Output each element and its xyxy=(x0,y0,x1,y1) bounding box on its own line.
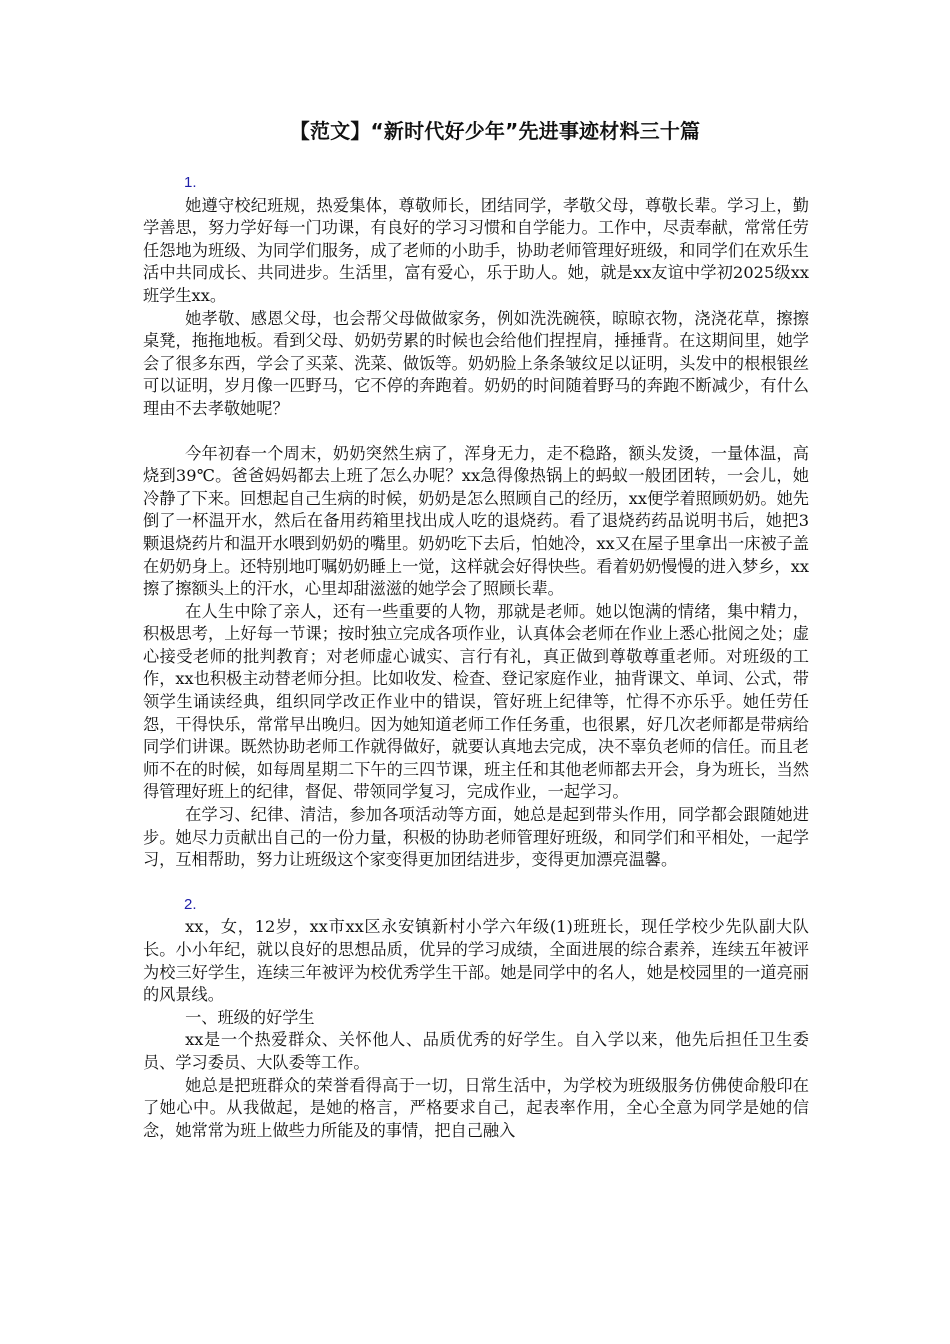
paragraph: xx，女，12岁，xx市xx区永安镇新村小学六年级(1)班班长，现任学校少先队副大队长。小小年纪，就以良好的思想品质，优异的学习成绩，全面进展的综合素养，连续五年被评为校三好学生，连续三年被评为校优秀学生干部。她是同学中的名人，她是校园里的一道亮丽的风景线。 xyxy=(143,917,809,1005)
paragraph: xx是一个热爱群众、关怀他人、品质优秀的好学生。自入学以来，他先后担任卫生委员、学习委员、大队委等工作。 xyxy=(143,1030,809,1072)
section-number: 1. xyxy=(184,174,197,191)
subheading: 一、班级的好学生 xyxy=(185,1007,315,1027)
section-number: 2. xyxy=(184,895,197,913)
paragraph: 今年初春一个周末，奶奶突然生病了，浑身无力，走不稳路，额头发烫，一量体温，高烧到39℃。爸爸妈妈都去上班了怎么办呢？xx急得像热锅上的蚂蚁一般团团转，一会儿，她冷静了下来。回想起自己生病的时候，奶奶是怎么照顾自己的经历，xx便学着照顾奶奶。她先倒了一杯温开水，然后在备用药箱里找出成人吃的退烧药。看了退烧药药品说明书后，她把3颗退烧药片和温开水喂到奶奶的嘴里。奶奶吃下去后，怕她冷，xx又在屋子里拿出一床被子盖在奶奶身上。还特别地叮嘱奶奶睡上一觉，这样就会好得快些。看着奶奶慢慢的进入梦乡，xx擦了擦额头上的汗水，心里却甜滋滋的她学会了照顾长辈。 xyxy=(143,443,809,599)
document-body xyxy=(143,172,809,1142)
paragraph: 她孝敬、感恩父母，也会帮父母做做家务，例如洗洗碗筷，晾晾衣物，浇浇花草，擦擦桌凳，拖拖地板。看到父母、奶奶劳累的时候也会给他们捏捏肩，捶捶背。在这期间里，她学会了很多东西，学会了买菜、洗菜、做饭等。奶奶脸上条条皱纹足以证明，头发中的根根银丝可以证明，岁月像一匹野马，它不停的奔跑着。奶奶的时间随着野马的奔跑不断减少，有什么理由不去孝敬她呢？ xyxy=(143,308,809,418)
paragraph-spacer xyxy=(143,872,809,894)
paragraph: 在人生中除了亲人，还有一些重要的人物，那就是老师。她以饱满的情绪，集中精力，积极思考，上好每一节课；按时独立完成各项作业，认真体会老师在作业上悉心批阅之处；虚心接受老师的批判教育；对老师虚心诚实、言行有礼，真正做到尊敬尊重老师。对班级的工作，xx也积极主动替老师分担。比如收发、检查、登记家庭作业，抽背课文、单词、公式，带领学生诵读经典，组织同学改正作业中的错误，管好班上纪律等，忙得不亦乐乎。她任劳任怨，干得快乐，常常早出晚归。因为她知道老师工作任务重，也很累，好几次老师都是带病给同学们讲课。既然协助老师工作就得做好，就要认真地去完成，决不辜负老师的信任。而且老师不在的时候，如每周星期二下午的三四节课，班主任和其他老师都去开会，身为班长，当然得管理好班上的纪律，督促、带领同学复习，完成作业，一起学习。 xyxy=(143,601,809,802)
paragraph: 她总是把班群众的荣誉看得高于一切，日常生活中，为学校为班级服务仿佛使命般印在了她心中。从我做起，是她的格言，严格要求自己，起表率作用，全心全意为同学是她的信念，她常常为班上做些力所能及的事情，把自己融入 xyxy=(143,1075,809,1140)
document-title: 【范文】“新时代好少年”先进事迹材料三十篇 xyxy=(289,119,701,143)
paragraph: 她遵守校纪班规，热爱集体，尊敬师长，团结同学，孝敬父母，尊敬长辈。学习上，勤学善思，努力学好每一门功课，有良好的学习习惯和自学能力。工作中，尽责奉献，常常任劳任怨地为班级、为同学们服务，成了老师的小助手，协助老师管理好班级，和同学们在欢乐生活中共同成长、共同进步。生活里，富有爱心，乐于助人。她，就是xx友谊中学初2025级xx班学生xx。 xyxy=(143,195,809,305)
paragraph: 在学习、纪律、清洁，参加各项活动等方面，她总是起到带头作用，同学都会跟随她进步。她尽力贡献出自己的一份力量，积极的协助老师管理好班级，和同学们和平相处，一起学习，互相帮助，努力让班级这个家变得更加团结进步，变得更加漂亮温馨。 xyxy=(143,805,809,870)
paragraph-spacer xyxy=(143,421,809,443)
